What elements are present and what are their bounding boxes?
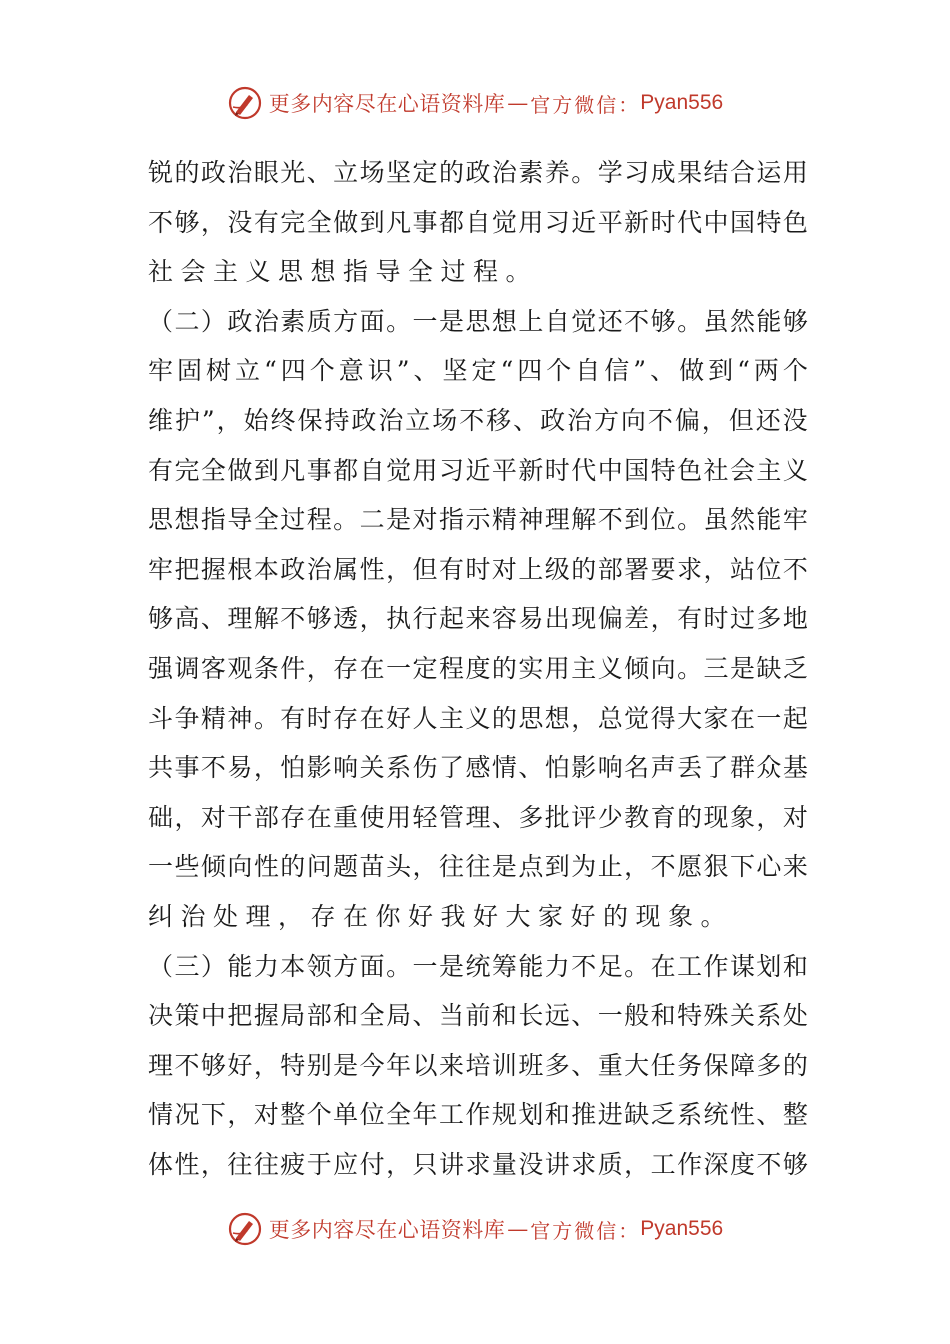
text-line: 思 想 指 导 全 过 程 。 二 是 对 指 示 精 神 理 解 不 到 位 。 虽 然 能 牢 bbox=[148, 505, 808, 535]
text-line: 牢 把 握 根 本 政 治 属 性 ， 但 有 时 对 上 级 的 部 署 要 求 ， 站 位 不 bbox=[148, 554, 808, 584]
text-line: 有 完 全 做 到 凡 事 都 自 觉 用 习 近 平 新 时 代 中 国 特 色 社 会 主 义 bbox=[148, 455, 808, 485]
brand-dash: — bbox=[507, 91, 529, 115]
text-line: 维 护 ” ， 始 终 保 持 政 治 立 场 不 移 、 政 治 方 向 不 偏 ， 但 还 没 bbox=[148, 405, 808, 435]
wechat-label: 官方微信： bbox=[530, 92, 641, 117]
text-line: 共 事 不 易 ， 怕 影 响 关 系 伤 了 感 情 、 怕 影 响 名 声 丢 了 群 众 基 bbox=[148, 753, 808, 783]
footer-watermark-banner bbox=[0, 1209, 950, 1249]
text-line: 斗 争 精 神 。 有 时 存 在 好 人 主 义 的 思 想 ， 总 觉 得 大 家 在 一 起 bbox=[148, 703, 808, 733]
wechat-id: Pyan556 bbox=[640, 1217, 724, 1240]
pen-logo-icon bbox=[227, 85, 263, 121]
text-line: 一 些 倾 向 性 的 问 题 苗 头 ， 往 往 是 点 到 为 止 ， 不 愿 狠 下 心 来 bbox=[148, 852, 808, 882]
text-line: 础 ， 对 干 部 存 在 重 使 用 轻 管 理 、 多 批 评 少 教 育 的 现 象 ， 对 bbox=[148, 802, 808, 832]
header-watermark-banner bbox=[0, 83, 950, 123]
text-line: 强 调 客 观 条 件 ， 存 在 一 定 程 度 的 实 用 主 义 倾 向 。 三 是 缺 乏 bbox=[148, 653, 808, 683]
brand-text: 更多内容尽在心语资料库 bbox=[268, 1218, 506, 1242]
text-line: 纠治处理，存在你好我好大家好的现象。 bbox=[148, 901, 734, 931]
pen-logo-icon bbox=[227, 1211, 263, 1247]
text-line: （ 三 ） 能 力 本 领 方 面 。 一 是 统 筹 能 力 不 足 。 在 工 作 谋 划 和 bbox=[148, 951, 808, 981]
wechat-label: 官方微信： bbox=[530, 1218, 641, 1243]
text-line: 理 不 够 好 ， 特 别 是 今 年 以 来 培 训 班 多 、 重 大 任 务 保 障 多 的 bbox=[148, 1050, 808, 1080]
brand-dash: — bbox=[507, 1217, 529, 1241]
text-line: 体 性 ， 往 往 疲 于 应 付 ， 只 讲 求 量 没 讲 求 质 ， 工 作 深 度 不 够 bbox=[148, 1149, 808, 1179]
brand-text: 更多内容尽在心语资料库 bbox=[268, 92, 506, 116]
text-line: 牢 固 树 立 “ 四 个 意 识 ” 、 坚 定 “ 四 个 自 信 ” 、 做 到 “ 两 个 bbox=[148, 356, 808, 386]
wechat-id: Pyan556 bbox=[640, 91, 724, 114]
text-line: 够 高 、 理 解 不 够 透 ， 执 行 起 来 容 易 出 现 偏 差 ， 有 时 过 多 地 bbox=[148, 604, 808, 634]
text-line: 情 况 下 ， 对 整 个 单 位 全 年 工 作 规 划 和 推 进 缺 乏 系 统 性 、 整 bbox=[148, 1100, 808, 1130]
text-line: （ 二 ） 政 治 素 质 方 面 。 一 是 思 想 上 自 觉 还 不 够 。 虽 然 能 够 bbox=[148, 306, 808, 336]
text-line: 社会主义思想指导全过程。 bbox=[148, 257, 539, 287]
text-line: 锐 的 政 治 眼 光 、 立 场 坚 定 的 政 治 素 养 。 学 习 成 果 结 合 运 用 bbox=[148, 158, 808, 187]
document-body bbox=[148, 148, 808, 1189]
text-line: 决 策 中 把 握 局 部 和 全 局 、 当 前 和 长 远 、 一 般 和 特 殊 关 系 处 bbox=[148, 1001, 808, 1031]
text-line: 不 够 ， 没 有 完 全 做 到 凡 事 都 自 觉 用 习 近 平 新 时 代 中 国 特 色 bbox=[148, 207, 808, 237]
